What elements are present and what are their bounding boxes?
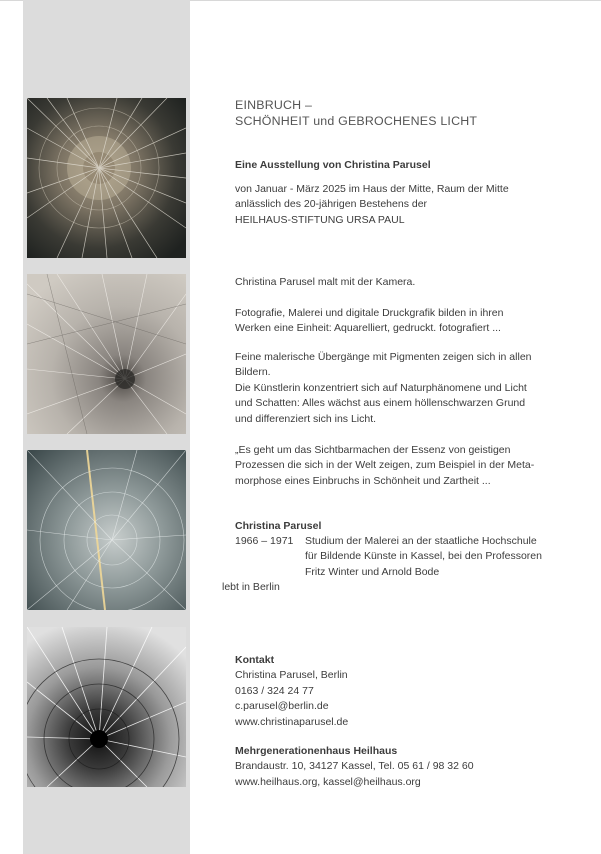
subtitle: Eine Ausstellung von Christina Parusel <box>235 159 431 171</box>
contact-phone: 0163 / 324 24 77 <box>235 684 314 697</box>
bio-line-2: für Bildende Künste in Kassel, bei den Professoren <box>305 550 542 563</box>
paragraph-1-line-1: Fotografie, Malerei und digitale Druckgrafik bilden in ihren <box>235 307 504 319</box>
paragraph-2-line-4: und Schatten: Alles wächst aus einem höllenschwarzen Grund <box>235 397 526 410</box>
contact-block <box>235 653 590 730</box>
title-line-2: SCHÖNHEIT und GEBROCHENES LICHT <box>235 114 478 128</box>
quote-line-3: morphose eines Einbruchs in Schönheit und Zartheit ... <box>235 474 491 487</box>
paragraph-2-line-5: und differenziert sich ins Licht. <box>235 412 377 425</box>
venue-block <box>235 744 590 790</box>
quote-line-2: Prozessen die sich in der Welt zeigen, zum Beispiel in der Meta- <box>235 459 535 472</box>
contact-email: c.parusel@berlin.de <box>235 700 329 713</box>
exhibition-line-3: HEILHAUS-STIFTUNG URSA PAUL <box>235 213 405 226</box>
quote-line-1: „Es geht um das Sichtbarmachen der Essenz von geistigen <box>235 444 511 456</box>
contact-web: www.christinaparusel.de <box>235 715 349 728</box>
broken-glass-photo-4 <box>27 627 186 787</box>
paragraph-1 <box>235 306 590 337</box>
venue-heading: Mehrgenerationenhaus Heilhaus <box>235 745 398 757</box>
bio-line-1: Studium der Malerei an der staatliche Hochschule <box>305 535 537 547</box>
bio-years: 1966 – 1971 <box>235 535 294 547</box>
bio-name: Christina Parusel <box>235 520 322 532</box>
page-title <box>235 97 590 129</box>
venue-web: www.heilhaus.org, kassel@heilhaus.org <box>235 775 421 788</box>
intro-text: Christina Parusel malt mit der Kamera. <box>235 276 416 288</box>
paragraph-2-line-1: Feine malerische Übergänge mit Pigmenten zeigen sich in allen <box>235 351 532 363</box>
venue-address: Brandaustr. 10, 34127 Kassel, Tel. 05 61 / 98 32 60 <box>235 760 474 773</box>
bio-line-3: Fritz Winter und Arnold Bode <box>305 565 440 578</box>
broken-glass-photo-3 <box>27 450 186 610</box>
bio-residence: lebt in Berlin <box>222 581 280 593</box>
broken-glass-photo-1 <box>27 98 186 258</box>
contact-name: Christina Parusel, Berlin <box>235 669 348 682</box>
paragraph-2-line-2: Bildern. <box>235 366 271 379</box>
bio-entry <box>235 534 590 582</box>
title-line-1: EINBRUCH – <box>235 98 313 112</box>
exhibition-info <box>235 182 590 228</box>
contact-heading: Kontakt <box>235 654 275 666</box>
paragraph-2-line-3: Die Künstlerin konzentriert sich auf Naturphänomene und Licht <box>235 381 527 394</box>
exhibition-line-2: anlässlich des 20-jährigen Bestehens der <box>235 198 428 211</box>
exhibition-line-1: von Januar - März 2025 im Haus der Mitte, Raum der Mitte <box>235 183 509 195</box>
paragraph-1-line-2: Werken eine Einheit: Aquarelliert, gedruckt. fotografiert ... <box>235 322 501 335</box>
quote <box>235 443 590 489</box>
paragraph-2 <box>235 350 590 427</box>
broken-glass-photo-2 <box>27 274 186 434</box>
